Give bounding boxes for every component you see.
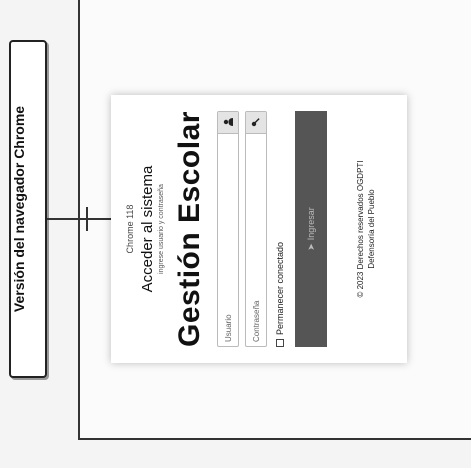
password-field [245,111,267,347]
remember-label: Permanecer conectado [275,241,285,335]
app-title: Gestión Escolar [173,111,206,347]
callout-connector-tick [86,207,88,231]
key-icon [246,112,266,134]
browser-version: Chrome 118 [125,204,135,254]
callout-label: Versión del navegador Chrome [11,105,27,313]
login-card [111,95,407,363]
remember-me[interactable] [275,111,285,347]
copyright-text: © 2023 Derechos reservados OGDPTI [356,160,365,298]
login-subheading: ingrese usuario y contraseña [158,184,165,274]
login-button[interactable] [295,111,327,347]
password-input[interactable] [246,106,266,346]
login-button-label: Ingresar [306,207,316,241]
remember-checkbox[interactable] [276,339,284,347]
organization-text: Defensoría del Pueblo [367,189,376,269]
arrow-right-icon: ➤ [305,243,316,251]
login-heading: Acceder al sistema [139,165,156,293]
user-icon [218,112,238,134]
username-input[interactable] [218,106,238,346]
footer [355,111,377,347]
username-field [217,111,239,347]
